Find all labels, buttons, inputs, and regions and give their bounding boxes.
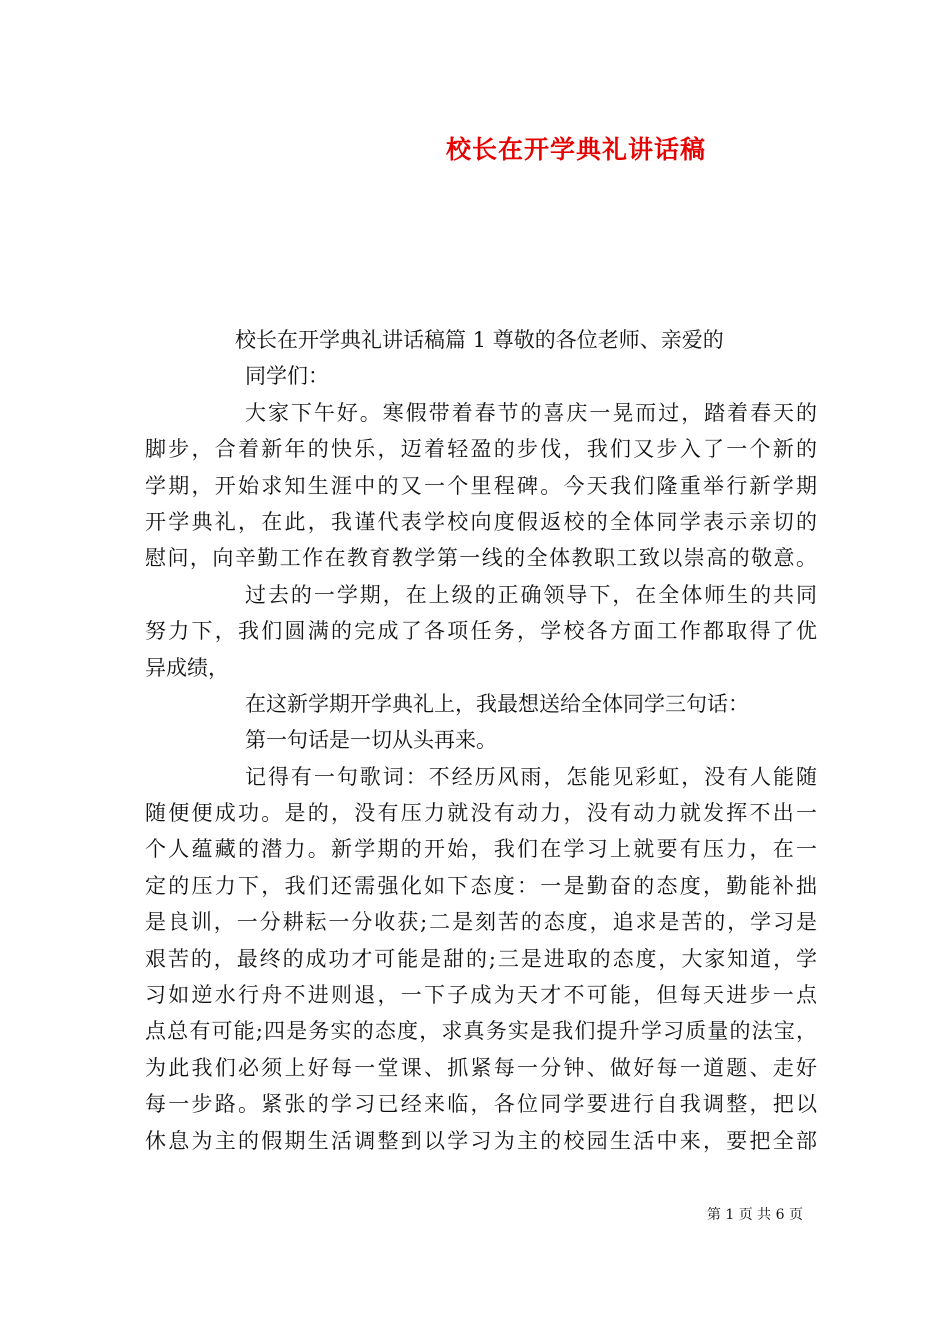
body-line: 校长在开学典礼讲话稿篇 1 尊敬的各位老师、亲爱的: [235, 328, 724, 352]
body-line: 大家下午好。寒假带着春节的喜庆一晃而过，踏着春天的: [245, 400, 817, 425]
body-line: 学期，开始求知生涯中的又一个里程碑。今天我们隆重举行新学期: [145, 473, 817, 498]
body-line: 脚步，合着新年的快乐，迈着轻盈的步伐，我们又步入了一个新的: [145, 437, 817, 462]
body-line: 慰问，向辛勤工作在教育教学第一线的全体教职工致以崇高的敬意。: [145, 546, 817, 571]
body-line: 艰苦的，最终的成功才可能是甜的;三是进取的态度，大家知道，学: [145, 946, 817, 971]
body-line: 同学们：: [245, 364, 329, 389]
body-line: 为此我们必须上好每一堂课、抓紧每一分钟、做好每一道题、走好: [145, 1055, 817, 1080]
body-line: 定的压力下，我们还需强化如下态度：一是勤奋的态度，勤能补拙: [145, 873, 817, 898]
body-line: 每一步路。紧张的学习已经来临，各位同学要进行自我调整，把以: [145, 1092, 817, 1117]
body-line: 记得有一句歌词：不经历风雨，怎能见彩虹，没有人能随: [245, 764, 817, 789]
body-line: 休息为主的假期生活调整到以学习为主的校园生活中来，要把全部: [145, 1128, 817, 1153]
body-line: 过去的一学期，在上级的正确领导下，在全体师生的共同: [245, 582, 817, 607]
body-line: 是良训，一分耕耘一分收获;二是刻苦的态度，追求是苦的，学习是: [145, 910, 817, 935]
body-line: 第一句话是一切从头再来。: [245, 728, 497, 753]
body-line: 在这新学期开学典礼上，我最想送给全体同学三句话：: [245, 691, 749, 716]
body-line: 点总有可能;四是务实的态度，求真务实是我们提升学习质量的法宝，: [145, 1019, 817, 1044]
document-body: [145, 322, 817, 1159]
body-line: 异成绩，: [145, 655, 229, 680]
body-line: 努力下，我们圆满的完成了各项任务，学校各方面工作都取得了优: [145, 619, 817, 644]
page-number-footer: 第 1 页 共 6 页: [706, 1207, 803, 1223]
body-line: 随便便成功。是的，没有压力就没有动力，没有动力就发挥不出一: [145, 801, 817, 826]
body-line: 开学典礼，在此，我谨代表学校向度假返校的全体同学表示亲切的: [145, 509, 817, 534]
document-title: 校长在开学典礼讲话稿: [445, 135, 706, 164]
body-line: 习如逆水行舟不进则退，一下子成为天才不可能，但每天进步一点: [145, 983, 817, 1008]
body-line: 个人蕴藏的潜力。新学期的开始，我们在学习上就要有压力，在一: [145, 837, 817, 862]
